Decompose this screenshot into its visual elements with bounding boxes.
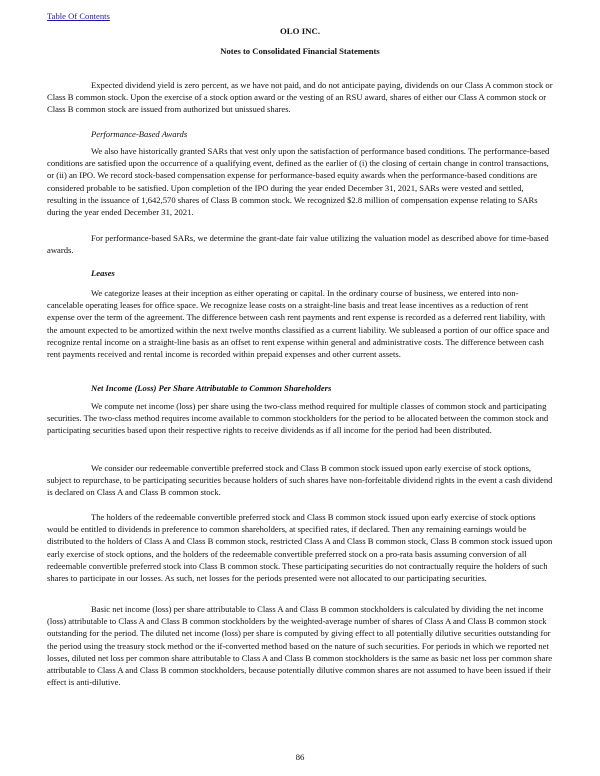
paragraph-dividend-yield: Expected dividend yield is zero percent, as we have not paid, and do not anticipate paying, dividends on our Class A common stock or Class B common stock. Upon the exercise of a stock option award or the vesting of an RSU award, shares of either our Class A common stock or Class B common stock are issued from authorized but unissued shares. [47,80,553,115]
page-number: 86 [295,752,305,762]
paragraph-dividend-preference: The holders of the redeemable convertible preferred stock and Class B common stock issued upon early exercise of stock options would be entitled to dividends in preference to common shareholders, at specified rates, if declared. Then any remaining earnings would be distributed to the holders of Class A and Class B common stock, restricted Class A and Class B common stock, Class B common stock issued upon early exercise of stock options, and the holders of the redeemable convertible preferred stock on a pro-rata basis assuming conversion of all redeemable convertible preferred stock into Class B common stock. These participating securities do not contractually require the holders of such shares to participate in our losses. As such, net losses for the periods presented were not allocated to our participating securities. [47,512,553,584]
page-subtitle: Notes to Consolidated Financial Statements [220,46,380,56]
company-name: OLO INC. [279,26,321,36]
paragraph-two-class-method: We compute net income (loss) per share using the two-class method required for multiple classes of common stock and participating securities. The two-class method requires income available to common stockholders for the period to be allocated between the common stock and participating securities based upon their respective rights to receive dividends as if all income for the period had been distributed. [47,401,549,436]
paragraph-performance-sars: We also have historically granted SARs that vest only upon the satisfaction of performance based conditions. The performance-based conditions are satisfied upon the occurrence of a qualifying event, defined as the earlier of (i) the closing of certain change in control transactions, or (ii) an IPO. We record stock-based compensation expense for performance-based equity awards when the performance-based conditions are considered probable to be satisfied. Upon completion of the IPO during the year ended December 31, 2021, SARs were vested and settled, resulting in the issuance of 1,642,570 shares of Class B common stock. We recognized $2.8 million of compensation expense relating to SARs during the year ended December 31, 2021. [47,146,550,218]
table-of-contents-link[interactable]: Table Of Contents [47,11,110,21]
paragraph-performance-fair-value: For performance-based SARs, we determine the grant-date fair value utilizing the valuation model as described above for time-based awards. [47,233,549,256]
heading-leases: Leases [91,268,115,278]
heading-performance-based-awards: Performance-Based Awards [91,129,188,139]
heading-net-income-per-share: Net Income (Loss) Per Share Attributable to Common Shareholders [91,383,332,393]
paragraph-participating-securities: We consider our redeemable convertible preferred stock and Class B common stock issued upon early exercise of stock options, subject to repurchase, to be participating securities because holders of such shares have non-forfeitable dividend rights in the event a cash dividend is declared on Class A and Class B common stock. [47,463,553,498]
paragraph-basic-diluted-eps: Basic net income (loss) per share attributable to Class A and Class B common stockholders is calculated by dividing the net income (loss) attributable to Class A and Class B common stockholders by the weighted-average number of shares of Class A and Class B common stock outstanding for the period. The diluted net income (loss) per share is computed by giving effect to all potentially dilutive securities outstanding for the period using the treasury stock method or the if-converted method based on the nature of such securities. For periods in which we reported net losses, diluted net loss per common share attributable to Class A and Class B common stockholders is the same as basic net loss per common share attributable to Class A and Class B common stockholders, because potentially dilutive common shares are not assumed to have been issued if their effect is anti-dilutive. [47,604,553,688]
paragraph-leases: We categorize leases at their inception as either operating or capital. In the ordinary course of business, we entered into non-cancelable operating leases for office space. We recognize lease costs on a straight-line basis and treat lease incentives as a reduction of rent expense over the term of the agreement. The difference between cash rent payments and rent expense is recorded as a deferred rent liability, with the amount expected to be amortized within the next twelve months classified as a current liability. We subleased a portion of our office space and recognize rental income on a straight-line basis as an offset to rent expense within general and administrative costs. The difference between cash rent payments received and rental income is recorded within prepaid expenses and other current assets. [47,288,550,360]
